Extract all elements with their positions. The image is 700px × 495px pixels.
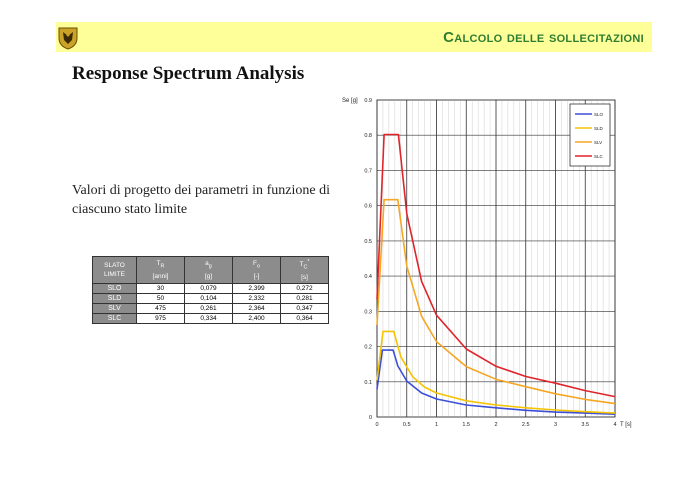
table-cell: 2,399 <box>233 284 281 294</box>
parameters-table <box>92 256 329 324</box>
y-tick-label: 0.7 <box>364 168 372 175</box>
x-tick-label: 2 <box>494 422 498 428</box>
table-row <box>93 294 329 304</box>
header-label: a <box>205 260 209 268</box>
crest-logo-icon <box>57 26 79 50</box>
header-cell <box>233 257 281 284</box>
x-tick-label: 2.5 <box>521 422 530 428</box>
page-title: Response Spectrum Analysis <box>72 63 305 84</box>
header-label: T <box>299 261 304 269</box>
header-label: SLATO <box>104 262 125 269</box>
table-cell: 975 <box>137 314 185 324</box>
x-tick-label: 4 <box>613 422 617 428</box>
x-tick-label: 1 <box>434 422 439 428</box>
table-cell: 0,334 <box>185 314 233 324</box>
header-cell <box>137 257 185 284</box>
chart-svg <box>340 90 640 435</box>
header-subscript: o <box>256 263 260 270</box>
header-subscript: C <box>303 264 308 271</box>
x-tick-label: 0 <box>375 422 379 428</box>
description-text: Valori di progetto dei parametri in funzione di ciascuno stato limite <box>72 183 330 217</box>
y-tick-label: 0 <box>368 415 372 421</box>
header-title: Calcolo delle sollecitazioni <box>443 29 644 46</box>
table-cell: 0,272 <box>281 284 329 294</box>
header-cell <box>185 257 233 284</box>
table-cell: SLO <box>93 284 137 294</box>
y-tick-label: 0.6 <box>364 203 372 210</box>
table-cell: 0,347 <box>281 304 329 314</box>
header-cell <box>281 257 329 284</box>
x-tick-label: 1.5 <box>462 422 471 428</box>
table-cell: 0,261 <box>185 304 233 314</box>
header-unit: [g] <box>204 272 213 280</box>
header-cell <box>93 257 137 284</box>
table-cell: SLC <box>93 314 137 324</box>
legend-label: SLC <box>594 154 603 159</box>
y-tick-label: 0.9 <box>364 98 372 104</box>
header-label: F <box>253 260 257 268</box>
header-unit: [-] <box>253 272 260 280</box>
legend-label: SLV <box>594 140 603 145</box>
table-row <box>93 284 329 294</box>
x-tick-label: 3.5 <box>581 422 590 428</box>
table-cell: SLD <box>93 294 137 304</box>
header-unit: [anni] <box>152 272 169 280</box>
y-tick-label: 0.3 <box>364 309 372 316</box>
table-cell: 0,104 <box>185 294 233 304</box>
x-tick-label: 0.5 <box>402 422 411 428</box>
table-cell: 0,364 <box>281 314 329 324</box>
y-tick-label: 0.5 <box>364 238 372 245</box>
table-cell: 2,364 <box>233 304 281 314</box>
header-subscript: g <box>208 263 212 270</box>
header-unit: [s] <box>301 273 308 281</box>
header-label: T <box>156 260 161 268</box>
y-axis-label: Se [g] <box>342 98 358 104</box>
table-cell: SLV <box>93 304 137 314</box>
table-header-row <box>93 257 329 284</box>
legend-label: SLD <box>594 126 603 131</box>
header-label: LIMITE <box>104 271 125 278</box>
table-cell: 50 <box>137 294 185 304</box>
y-tick-label: 0.1 <box>364 379 372 386</box>
table-cell: 30 <box>137 284 185 294</box>
table-row <box>93 314 329 324</box>
response-spectrum-chart <box>340 90 640 435</box>
x-tick-label: 3 <box>553 422 558 428</box>
header-subscript: R <box>160 263 165 270</box>
table-cell: 2,400 <box>233 314 281 324</box>
header-superscript: * <box>307 259 310 266</box>
y-tick-label: 0.4 <box>364 274 372 281</box>
table-cell: 0,079 <box>185 284 233 294</box>
table-cell: 0,281 <box>281 294 329 304</box>
x-axis-label: T [s] <box>620 422 632 428</box>
table-row <box>93 304 329 314</box>
y-tick-label: 0.8 <box>364 133 372 140</box>
y-tick-label: 0.2 <box>364 344 372 351</box>
legend-label: SLO <box>594 112 604 117</box>
table-cell: 475 <box>137 304 185 314</box>
table-cell: 2,332 <box>233 294 281 304</box>
